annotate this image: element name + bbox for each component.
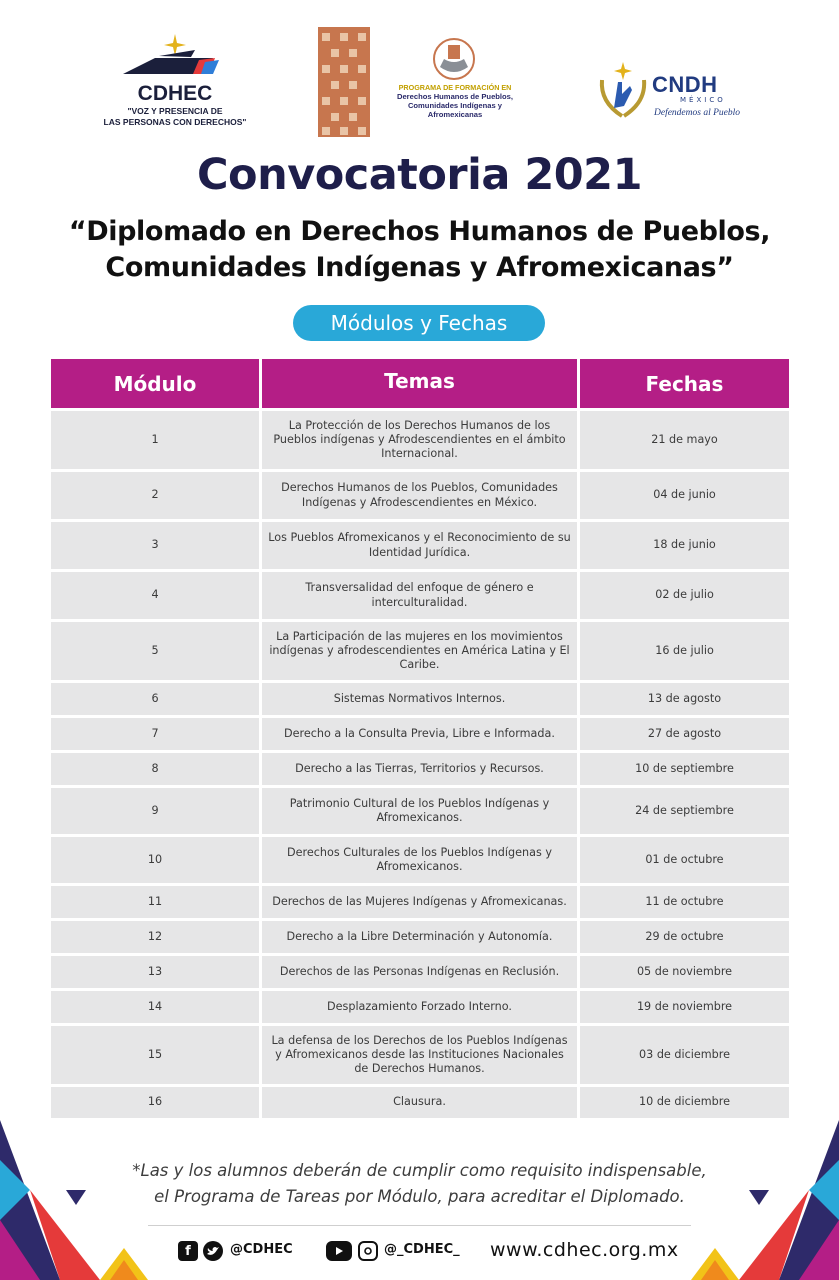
module-number: 8 [51, 753, 259, 785]
cdhec-name: CDHEC [137, 82, 213, 105]
table-row [51, 788, 789, 834]
table-row [51, 411, 789, 469]
module-topic: Desplazamiento Forzado Interno. [262, 991, 577, 1023]
table-row [51, 956, 789, 988]
header-topics: Temas [262, 359, 577, 408]
module-date: 16 de julio [580, 622, 789, 680]
footer [0, 1238, 839, 1266]
cdhec-logo [95, 30, 255, 130]
table-row [51, 718, 789, 750]
program-text [380, 83, 530, 119]
module-number: 12 [51, 921, 259, 953]
twitter-icon[interactable] [203, 1241, 223, 1261]
table-row [51, 991, 789, 1023]
website-link[interactable]: www.cdhec.org.mx [490, 1239, 679, 1261]
module-topic: Los Pueblos Afromexicanos y el Reconocimiento de su Identidad Jurídica. [262, 522, 577, 569]
table-row [51, 886, 789, 918]
modules-table [51, 359, 789, 1118]
module-topic: La Participación de las mujeres en los movimientos indígenas y afrodescendientes en América Latina y El Caribe. [262, 622, 577, 680]
note-line-2: el Programa de Tareas por Módulo, para acreditar el Diplomado. [154, 1187, 685, 1206]
table-row [51, 1026, 789, 1084]
module-topic: Derechos de las Mujeres Indígenas y Afromexicanas. [262, 886, 577, 918]
social-handle-1[interactable]: @CDHEC [230, 1242, 293, 1257]
table-row [51, 572, 789, 619]
module-topic: Derechos de las Personas Indígenas en Reclusión. [262, 956, 577, 988]
cndh-emblem-icon [596, 62, 650, 120]
module-number: 13 [51, 956, 259, 988]
module-number: 5 [51, 622, 259, 680]
module-number: 11 [51, 886, 259, 918]
module-topic: La defensa de los Derechos de los Pueblos Indígenas y Afromexicanos desde las Instituciones Nacionales de Derechos Humanos. [262, 1026, 577, 1084]
module-number: 3 [51, 522, 259, 569]
page-subtitle [0, 214, 839, 286]
youtube-icon[interactable] [326, 1241, 352, 1261]
divider [148, 1225, 691, 1226]
table-row [51, 472, 789, 519]
social-handle-2[interactable]: @_CDHEC_ [384, 1242, 460, 1257]
module-date: 21 de mayo [580, 411, 789, 469]
module-date: 27 de agosto [580, 718, 789, 750]
cdhec-emblem-icon [95, 30, 255, 78]
facebook-icon[interactable]: f [178, 1241, 198, 1261]
module-date: 24 de septiembre [580, 788, 789, 834]
indigenous-pattern-icon [318, 27, 370, 137]
cndh-country: MÉXICO [680, 96, 726, 104]
module-topic: Clausura. [262, 1087, 577, 1118]
program-logo [318, 27, 528, 137]
program-line-3: Comunidades Indígenas y [407, 101, 503, 110]
table-row [51, 837, 789, 883]
module-topic: Derechos Culturales de los Pueblos Indígenas y Afromexicanos. [262, 837, 577, 883]
module-date: 18 de junio [580, 522, 789, 569]
module-date: 19 de noviembre [580, 991, 789, 1023]
module-number: 14 [51, 991, 259, 1023]
module-topic: Transversalidad del enfoque de género e interculturalidad. [262, 572, 577, 619]
program-line-1: PROGRAMA DE FORMACIÓN EN [398, 83, 512, 92]
table-header [51, 359, 789, 408]
program-line-2: Derechos Humanos de Pueblos, [396, 92, 514, 101]
module-number: 16 [51, 1087, 259, 1118]
instagram-icon[interactable] [358, 1241, 378, 1261]
module-topic: Sistemas Normativos Internos. [262, 683, 577, 715]
module-date: 29 de octubre [580, 921, 789, 953]
table-row [51, 753, 789, 785]
table-row [51, 683, 789, 715]
module-topic: Derecho a la Consulta Previa, Libre e Informada. [262, 718, 577, 750]
program-hands-icon [430, 37, 478, 81]
module-date: 10 de diciembre [580, 1087, 789, 1118]
header-dates: Fechas [580, 359, 789, 408]
module-topic: Derechos Humanos de los Pueblos, Comunidades Indígenas y Afrodescendientes en México. [262, 472, 577, 519]
section-pill: Módulos y Fechas [293, 305, 545, 341]
module-number: 2 [51, 472, 259, 519]
table-row [51, 921, 789, 953]
module-number: 1 [51, 411, 259, 469]
module-number: 7 [51, 718, 259, 750]
requirement-note [0, 1158, 839, 1210]
module-topic: Patrimonio Cultural de los Pueblos Indígenas y Afromexicanos. [262, 788, 577, 834]
module-number: 10 [51, 837, 259, 883]
cndh-logo [596, 62, 746, 122]
module-date: 01 de octubre [580, 837, 789, 883]
module-topic: La Protección de los Derechos Humanos de los Pueblos indígenas y Afrodescendientes en el ámbito Internacional. [262, 411, 577, 469]
module-topic: Derecho a las Tierras, Territorios y Recursos. [262, 753, 577, 785]
module-date: 11 de octubre [580, 886, 789, 918]
table-row [51, 522, 789, 569]
module-date: 04 de junio [580, 472, 789, 519]
cdhec-tagline-2: LAS PERSONAS CON DERECHOS" [103, 117, 247, 127]
cdhec-tagline-1: "VOZ Y PRESENCIA DE [127, 106, 223, 116]
note-line-1: *Las y los alumnos deberán de cumplir como requisito indispensable, [132, 1161, 707, 1180]
table-row [51, 1087, 789, 1118]
module-number: 6 [51, 683, 259, 715]
module-date: 13 de agosto [580, 683, 789, 715]
page-title: Convocatoria 2021 [197, 150, 642, 200]
module-date: 02 de julio [580, 572, 789, 619]
module-date: 05 de noviembre [580, 956, 789, 988]
module-number: 9 [51, 788, 259, 834]
module-topic: Derecho a la Libre Determinación y Autonomía. [262, 921, 577, 953]
cndh-name: CNDH [652, 72, 718, 97]
table-row [51, 622, 789, 680]
cndh-motto: Defendemos al Pueblo [654, 108, 741, 118]
module-date: 10 de septiembre [580, 753, 789, 785]
module-number: 15 [51, 1026, 259, 1084]
subtitle-line-2: Comunidades Indígenas y Afromexicanas” [105, 252, 734, 283]
subtitle-line-1: “Diplomado en Derechos Humanos de Pueblos, [68, 216, 771, 247]
module-number: 4 [51, 572, 259, 619]
module-date: 03 de diciembre [580, 1026, 789, 1084]
program-line-4: Afromexicanas [427, 110, 483, 119]
header-module: Módulo [51, 359, 259, 408]
